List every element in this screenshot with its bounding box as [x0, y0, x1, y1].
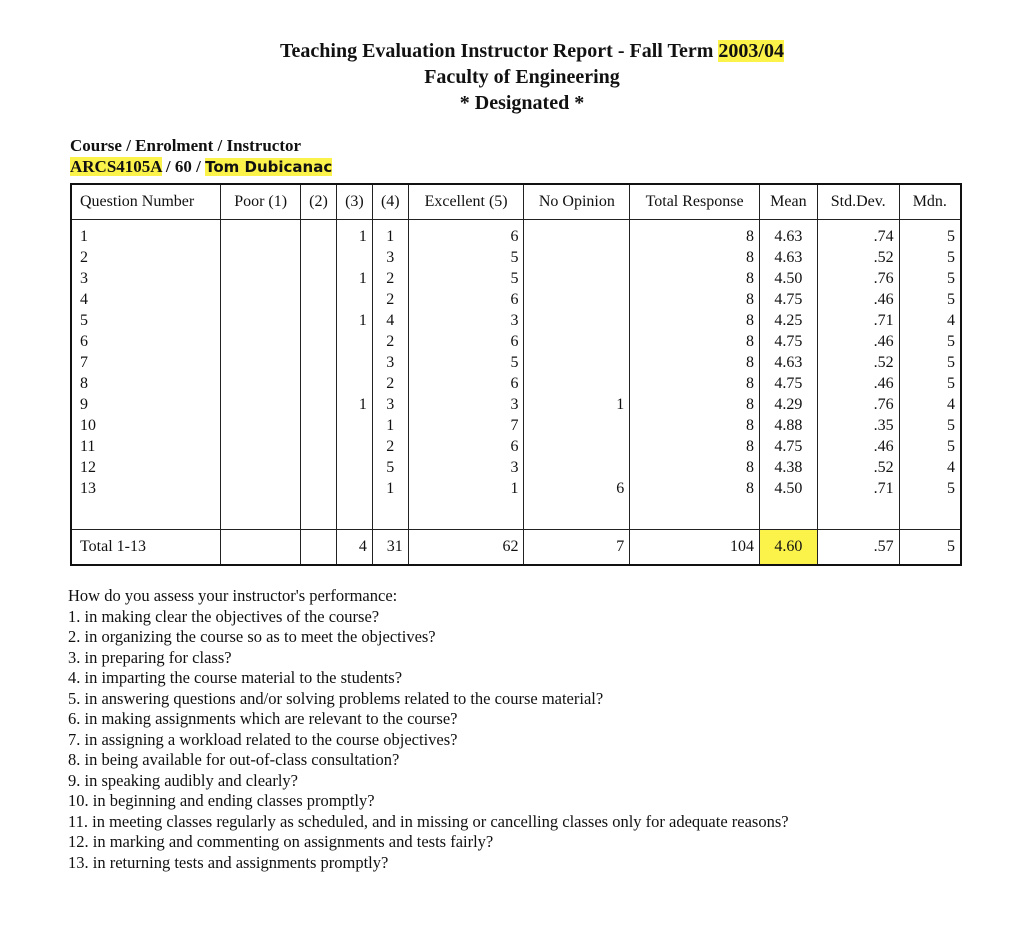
question-item: 6. in making assignments which are relevant to the course?: [68, 709, 458, 728]
table-header-row: [71, 184, 961, 220]
table-cell: 8: [745, 312, 754, 329]
table-cell: 8: [745, 480, 754, 497]
table-cell: [306, 289, 331, 310]
table-cell: [529, 373, 624, 394]
table-cell: [529, 226, 624, 247]
course-info: [70, 157, 332, 177]
table-cell: 8: [745, 375, 754, 392]
table-cell: 4.88: [774, 417, 803, 434]
question-item: 7. in assigning a workload related to the course objectives?: [68, 729, 458, 749]
table-cell: [529, 289, 624, 310]
table-cell: .52: [873, 459, 894, 476]
no-opinion-column: [524, 220, 630, 530]
table-cell: 6: [510, 291, 519, 308]
table-cell: 1: [358, 270, 367, 287]
table-body-row: [71, 220, 961, 530]
total-median: 5: [899, 530, 961, 566]
question-item: 13. in returning tests and assignments promptly?: [68, 852, 389, 872]
table-cell: 4.75: [774, 333, 803, 350]
col-header-poor: Poor (1): [221, 184, 301, 220]
table-cell: 2: [386, 375, 395, 392]
table-cell: 4: [947, 312, 955, 329]
table-cell: 8: [745, 438, 754, 455]
table-cell: 3: [386, 354, 395, 371]
table-cell: [306, 436, 331, 457]
table-cell: 2: [386, 291, 395, 308]
total-label: Total 1-13: [71, 530, 221, 566]
table-cell: 7: [80, 354, 88, 371]
col-header-median: Mdn.: [899, 184, 961, 220]
table-cell: [226, 310, 295, 331]
table-cell: 5: [947, 480, 955, 497]
designation-label: * Designated *: [459, 92, 585, 114]
table-cell: 4.25: [774, 312, 803, 329]
col-header-excellent: Excellent (5): [408, 184, 524, 220]
col-header-no-opinion: No Opinion: [524, 184, 630, 220]
faculty-name: Faculty of Engineering: [424, 66, 620, 88]
table-cell: 3: [510, 459, 519, 476]
rating-3-column: [336, 220, 372, 530]
table-cell: [306, 457, 331, 478]
table-cell: [306, 331, 331, 352]
col-header-mean: Mean: [759, 184, 817, 220]
table-cell: 1: [80, 228, 88, 245]
total-row: [71, 530, 961, 566]
rating-2-column: [301, 220, 337, 530]
table-cell: 3: [386, 249, 395, 266]
col-header-4: (4): [372, 184, 408, 220]
table-cell: 6: [510, 228, 519, 245]
table-cell: 1: [358, 396, 367, 413]
table-cell: 1: [386, 480, 395, 497]
question-intro: How do you assess your instructor's performance:: [68, 586, 398, 605]
table-cell: [226, 436, 295, 457]
poor-column: [221, 220, 301, 530]
report-title-prefix: Teaching Evaluation Instructor Report - Fall Term: [280, 40, 719, 62]
table-cell: 5: [947, 333, 955, 350]
table-cell: .35: [873, 417, 894, 434]
table-cell: [226, 415, 295, 436]
question-item: 5. in answering questions and/or solving problems related to the course material?: [68, 688, 604, 708]
table-cell: 1: [358, 312, 367, 329]
table-cell: 5: [386, 459, 395, 476]
total-no-opinion: 7: [524, 530, 630, 566]
table-cell: 3: [386, 396, 395, 413]
table-cell: [306, 247, 331, 268]
table-cell: 6: [616, 480, 625, 497]
table-cell: 8: [745, 249, 754, 266]
table-cell: 1: [510, 480, 519, 497]
total-response: 104: [630, 530, 760, 566]
question-item: 12. in marking and commenting on assignments and tests fairly?: [68, 832, 494, 851]
table-cell: 5: [947, 249, 955, 266]
table-cell: [226, 226, 295, 247]
table-cell: 8: [745, 270, 754, 287]
report-title: [0, 38, 1024, 64]
table-cell: [306, 352, 331, 373]
table-cell: [529, 310, 624, 331]
total-mean: 4.60: [759, 530, 817, 566]
table-cell: 4.63: [774, 249, 803, 266]
col-header-question: Question Number: [71, 184, 221, 220]
report-header: [0, 38, 1024, 116]
table-cell: 5: [510, 354, 519, 371]
table-cell: 5: [947, 438, 955, 455]
table-cell: 3: [80, 270, 88, 287]
table-cell: 4.75: [774, 375, 803, 392]
table-cell: .76: [873, 270, 894, 287]
table-cell: 6: [510, 438, 519, 455]
total-rating-4: 31: [372, 530, 408, 566]
table-cell: 10: [80, 417, 96, 434]
course-separator: /: [161, 157, 175, 176]
table-cell: [529, 352, 624, 373]
table-cell: [342, 415, 367, 436]
col-header-2: (2): [301, 184, 337, 220]
table-cell: .46: [873, 333, 894, 350]
table-cell: [306, 268, 331, 289]
table-cell: 8: [745, 354, 754, 371]
table-cell: [306, 310, 331, 331]
table-cell: [226, 373, 295, 394]
table-cell: 3: [510, 396, 519, 413]
table-cell: .46: [873, 291, 894, 308]
table-cell: 4: [947, 459, 955, 476]
table-cell: 8: [80, 375, 88, 392]
table-cell: .52: [873, 249, 894, 266]
table-cell: [529, 436, 624, 457]
table-cell: 4.38: [774, 459, 803, 476]
table-cell: [306, 226, 331, 247]
table-cell: .76: [873, 396, 894, 413]
table-cell: 4: [386, 312, 395, 329]
question-item: 10. in beginning and ending classes promptly?: [68, 791, 375, 810]
total-poor: [221, 530, 301, 566]
table-cell: 1: [386, 228, 395, 245]
table-cell: 1: [616, 396, 625, 413]
table-cell: [306, 373, 331, 394]
table-cell: [226, 352, 295, 373]
col-header-std-dev: Std.Dev.: [817, 184, 899, 220]
excellent-column: [408, 220, 524, 530]
table-cell: .46: [873, 438, 894, 455]
table-cell: 5: [510, 249, 519, 266]
table-cell: 4.63: [774, 354, 803, 371]
course-code: ARCS4105A: [70, 157, 162, 176]
table-cell: 4: [947, 396, 955, 413]
table-cell: [529, 268, 624, 289]
table-cell: 2: [80, 249, 88, 266]
table-cell: .71: [873, 312, 894, 329]
table-cell: 8: [745, 228, 754, 245]
table-cell: [226, 457, 295, 478]
table-cell: [226, 289, 295, 310]
table-cell: 4.63: [774, 228, 803, 245]
table-cell: 4.50: [774, 270, 803, 287]
table-cell: 5: [947, 354, 955, 371]
table-cell: 4.29: [774, 396, 803, 413]
table-cell: 6: [510, 333, 519, 350]
table-cell: 8: [745, 291, 754, 308]
table-cell: 5: [510, 270, 519, 287]
question-number-column: [71, 220, 221, 530]
table-cell: 4: [80, 291, 88, 308]
table-cell: [529, 247, 624, 268]
table-cell: [306, 478, 331, 499]
table-cell: [226, 394, 295, 415]
total-rating-3: 4: [336, 530, 372, 566]
question-item: 4. in imparting the course material to the students?: [68, 668, 403, 687]
table-cell: [529, 457, 624, 478]
table-cell: 2: [386, 333, 395, 350]
total-response-column: [630, 220, 760, 530]
table-cell: [529, 415, 624, 436]
median-column: [899, 220, 961, 530]
total-rating-2: [301, 530, 337, 566]
table-cell: 12: [80, 459, 96, 476]
table-cell: [342, 373, 367, 394]
table-cell: 4.50: [774, 480, 803, 497]
table-cell: 5: [947, 291, 955, 308]
table-cell: 8: [745, 333, 754, 350]
report-term: 2003/04: [718, 40, 784, 62]
question-item: 11. in meeting classes regularly as scheduled, and in missing or cancelling classes only for adequate reasons?: [68, 811, 789, 831]
table-cell: [342, 289, 367, 310]
table-cell: 8: [745, 417, 754, 434]
table-cell: [342, 457, 367, 478]
table-cell: [306, 415, 331, 436]
table-cell: 7: [510, 417, 519, 434]
evaluation-table: [70, 183, 962, 566]
table-cell: 6: [510, 375, 519, 392]
table-cell: [342, 436, 367, 457]
table-cell: 1: [358, 228, 367, 245]
table-cell: 8: [745, 396, 754, 413]
table-cell: [226, 247, 295, 268]
table-cell: 13: [80, 480, 96, 497]
table-cell: 4.75: [774, 291, 803, 308]
course-enrolment: 60: [174, 157, 192, 176]
table-cell: [226, 268, 295, 289]
question-item: 9. in speaking audibly and clearly?: [68, 770, 299, 790]
question-item: 8. in being available for out-of-class consultation?: [68, 750, 400, 769]
table-cell: .52: [873, 354, 894, 371]
course-heading: Course / Enrolment / Instructor: [70, 136, 302, 155]
question-list: [68, 586, 789, 873]
table-cell: 2: [386, 270, 395, 287]
table-cell: 6: [80, 333, 88, 350]
table-cell: .71: [873, 480, 894, 497]
table-cell: .74: [873, 228, 894, 245]
table-cell: [342, 478, 367, 499]
instructor-name: Tom Dubicanac: [205, 158, 333, 176]
std-dev-column: [817, 220, 899, 530]
col-header-3: (3): [336, 184, 372, 220]
table-cell: 8: [745, 459, 754, 476]
table-cell: 11: [80, 438, 96, 455]
table-cell: 5: [947, 375, 955, 392]
table-cell: 4.75: [774, 438, 803, 455]
table-cell: [342, 331, 367, 352]
question-item: 2. in organizing the course so as to meet the objectives?: [68, 627, 436, 646]
table-cell: 3: [510, 312, 519, 329]
question-item: 3. in preparing for class?: [68, 647, 232, 667]
rating-4-column: [372, 220, 408, 530]
table-cell: 5: [947, 270, 955, 287]
mean-column: [759, 220, 817, 530]
course-separator: /: [191, 157, 206, 176]
table-cell: 5: [947, 228, 955, 245]
table-cell: 9: [80, 396, 88, 413]
table-cell: 5: [80, 312, 88, 329]
question-item: 1. in making clear the objectives of the course?: [68, 606, 380, 626]
table-cell: [306, 394, 331, 415]
table-cell: 2: [386, 438, 395, 455]
total-std-dev: .57: [817, 530, 899, 566]
table-cell: [529, 331, 624, 352]
total-excellent: 62: [408, 530, 524, 566]
table-cell: [342, 247, 367, 268]
table-cell: [342, 352, 367, 373]
table-cell: .46: [873, 375, 894, 392]
table-cell: [226, 331, 295, 352]
col-header-total-response: Total Response: [630, 184, 760, 220]
table-cell: [226, 478, 295, 499]
table-cell: 5: [947, 417, 955, 434]
table-cell: 1: [386, 417, 395, 434]
